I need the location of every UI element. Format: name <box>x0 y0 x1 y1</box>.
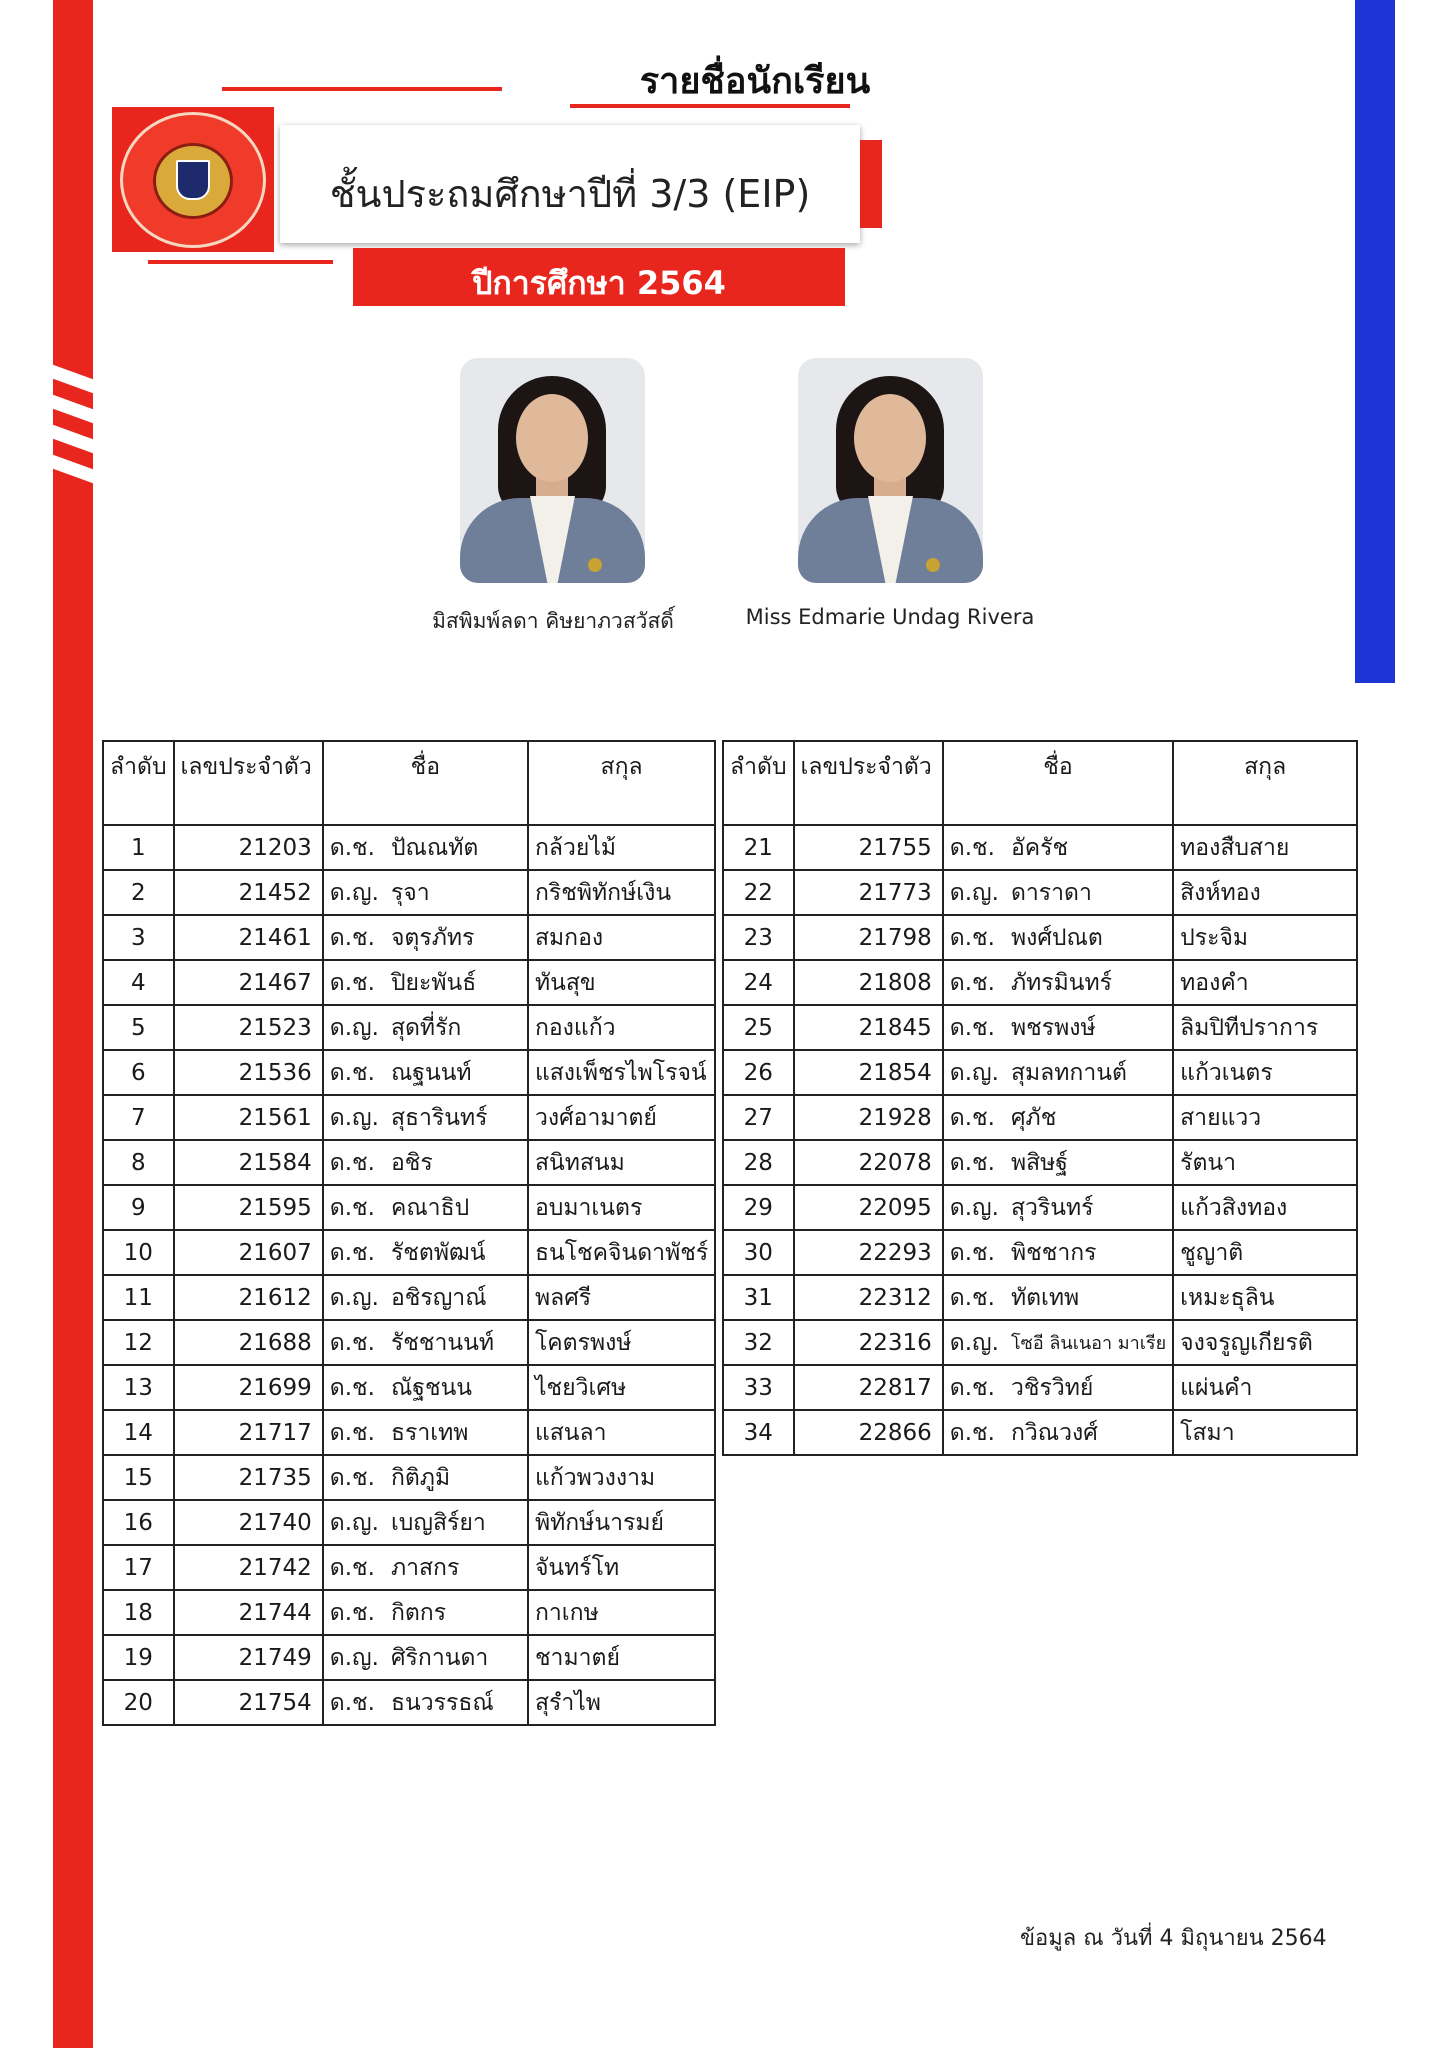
header-no: ลำดับ <box>723 741 794 825</box>
table-row <box>723 1410 1357 1455</box>
student-prefix: ด.ญ. <box>943 870 1005 915</box>
student-id: 21808 <box>794 960 943 1005</box>
table-row <box>723 1050 1357 1095</box>
student-first-name: ภัทรมินทร์ <box>1005 960 1173 1005</box>
student-last-name: ทันสุข <box>528 960 715 1005</box>
student-id: 22095 <box>794 1185 943 1230</box>
table-row <box>103 1635 715 1680</box>
student-number: 10 <box>103 1230 174 1275</box>
student-number: 22 <box>723 870 794 915</box>
student-last-name: ทองคำ <box>1173 960 1357 1005</box>
student-last-name: เหมะธุลิน <box>1173 1275 1357 1320</box>
student-prefix: ด.ช. <box>323 960 385 1005</box>
student-last-name: กริชพิทักษ์เงิน <box>528 870 715 915</box>
student-first-name: พิชชากร <box>1005 1230 1173 1275</box>
table-row <box>103 1320 715 1365</box>
student-first-name: พสิษฐ์ <box>1005 1140 1173 1185</box>
student-number: 29 <box>723 1185 794 1230</box>
student-id: 22316 <box>794 1320 943 1365</box>
student-number: 19 <box>103 1635 174 1680</box>
table-row <box>723 960 1357 1005</box>
table-row <box>723 1230 1357 1275</box>
table-row <box>723 1275 1357 1320</box>
student-number: 16 <box>103 1500 174 1545</box>
student-id: 21595 <box>174 1185 323 1230</box>
student-number: 23 <box>723 915 794 960</box>
academic-year: ปีการศึกษา 2564 <box>472 264 726 302</box>
student-first-name: วชิรวิทย์ <box>1005 1365 1173 1410</box>
student-last-name: สุรำไพ <box>528 1680 715 1725</box>
student-number: 27 <box>723 1095 794 1140</box>
student-number: 26 <box>723 1050 794 1095</box>
student-first-name: จตุรภัทร <box>385 915 528 960</box>
student-first-name: สุดที่รัก <box>385 1005 528 1050</box>
student-prefix: ด.ช. <box>323 1410 385 1455</box>
student-prefix: ด.ช. <box>323 1680 385 1725</box>
student-last-name: แก้วพวงงาม <box>528 1455 715 1500</box>
student-last-name: ชูญาติ <box>1173 1230 1357 1275</box>
student-prefix: ด.ช. <box>323 915 385 960</box>
student-id: 22293 <box>794 1230 943 1275</box>
student-prefix: ด.ญ. <box>323 1005 385 1050</box>
student-first-name: ธนวรรธณ์ <box>385 1680 528 1725</box>
logo-emblem-icon <box>120 112 266 248</box>
student-prefix: ด.ญ. <box>323 1635 385 1680</box>
student-id: 21561 <box>174 1095 323 1140</box>
left-red-bar <box>53 0 93 2048</box>
table-row <box>723 1320 1357 1365</box>
table-row <box>103 825 715 870</box>
student-first-name: ศุภัช <box>1005 1095 1173 1140</box>
student-prefix: ด.ช. <box>943 1230 1005 1275</box>
class-name-box <box>280 125 860 243</box>
student-last-name: สมกอง <box>528 915 715 960</box>
teacher-photo-1 <box>460 358 645 583</box>
header-no: ลำดับ <box>103 741 174 825</box>
student-number: 24 <box>723 960 794 1005</box>
student-last-name: สิงห์ทอง <box>1173 870 1357 915</box>
table-row <box>103 1500 715 1545</box>
student-id: 21523 <box>174 1005 323 1050</box>
student-first-name: ทัตเทพ <box>1005 1275 1173 1320</box>
student-id: 21740 <box>174 1500 323 1545</box>
table-row <box>103 1185 715 1230</box>
student-prefix: ด.ญ. <box>323 1500 385 1545</box>
student-prefix: ด.ช. <box>323 1185 385 1230</box>
page-title: รายชื่อนักเรียน <box>639 61 871 102</box>
student-prefix: ด.ช. <box>323 1365 385 1410</box>
student-prefix: ด.ช. <box>323 1230 385 1275</box>
table-row <box>103 1410 715 1455</box>
student-prefix: ด.ช. <box>323 1455 385 1500</box>
student-first-name: พชรพงษ์ <box>1005 1005 1173 1050</box>
shield-icon <box>176 160 210 200</box>
student-id: 21749 <box>174 1635 323 1680</box>
student-id: 21536 <box>174 1050 323 1095</box>
table-row <box>723 825 1357 870</box>
table-row <box>723 1095 1357 1140</box>
header-first-name: ชื่อ <box>943 741 1173 825</box>
header-first-name: ชื่อ <box>323 741 528 825</box>
student-prefix: ด.ช. <box>943 1140 1005 1185</box>
student-prefix: ด.ช. <box>323 1590 385 1635</box>
student-number: 5 <box>103 1005 174 1050</box>
divider-line <box>570 104 850 108</box>
student-first-name: รัชชานนท์ <box>385 1320 528 1365</box>
table-row <box>103 1095 715 1140</box>
table-row <box>103 1050 715 1095</box>
table-row <box>723 1005 1357 1050</box>
student-first-name: ภาสกร <box>385 1545 528 1590</box>
student-prefix: ด.ช. <box>323 1545 385 1590</box>
divider-line <box>148 260 333 264</box>
student-last-name: พิทักษ์นารมย์ <box>528 1500 715 1545</box>
header-last-name: สกุล <box>1173 741 1357 825</box>
student-id: 21742 <box>174 1545 323 1590</box>
table-header-row <box>723 741 1357 825</box>
student-prefix: ด.ญ. <box>323 870 385 915</box>
student-id: 21854 <box>794 1050 943 1095</box>
student-last-name: กาเกษ <box>528 1590 715 1635</box>
student-id: 21203 <box>174 825 323 870</box>
student-last-name: กองแก้ว <box>528 1005 715 1050</box>
student-id: 21461 <box>174 915 323 960</box>
header-id: เลขประจำตัว <box>174 741 323 825</box>
student-first-name: สุวรินทร์ <box>1005 1185 1173 1230</box>
student-number: 12 <box>103 1320 174 1365</box>
student-last-name: แสนลา <box>528 1410 715 1455</box>
student-first-name: ธราเทพ <box>385 1410 528 1455</box>
student-prefix: ด.ช. <box>943 825 1005 870</box>
table-row <box>103 1140 715 1185</box>
student-first-name: เบญสิร์ยา <box>385 1500 528 1545</box>
student-prefix: ด.ช. <box>943 1410 1005 1455</box>
student-id: 21928 <box>794 1095 943 1140</box>
student-id: 22866 <box>794 1410 943 1455</box>
student-prefix: ด.ช. <box>323 1320 385 1365</box>
student-id: 21744 <box>174 1590 323 1635</box>
student-prefix: ด.ช. <box>323 1050 385 1095</box>
table-row <box>723 870 1357 915</box>
student-first-name: อชิร <box>385 1140 528 1185</box>
student-prefix: ด.ช. <box>323 825 385 870</box>
student-last-name: จงจรูญเกียรติ <box>1173 1320 1357 1365</box>
student-prefix: ด.ญ. <box>943 1185 1005 1230</box>
student-number: 1 <box>103 825 174 870</box>
student-number: 32 <box>723 1320 794 1365</box>
student-last-name: ชามาตย์ <box>528 1635 715 1680</box>
right-blue-bar <box>1355 0 1395 683</box>
divider-line <box>222 87 502 91</box>
student-first-name: รัชตพัฒน์ <box>385 1230 528 1275</box>
student-prefix: ด.ญ. <box>943 1320 1005 1365</box>
student-first-name: กิติภูมิ <box>385 1455 528 1500</box>
student-prefix: ด.ช. <box>323 1140 385 1185</box>
table-row <box>103 915 715 960</box>
class-name: ชั้นประถมศึกษาปีที่ 3/3 (EIP) <box>329 172 811 216</box>
student-number: 8 <box>103 1140 174 1185</box>
student-last-name: โสมา <box>1173 1410 1357 1455</box>
student-id: 21717 <box>174 1410 323 1455</box>
student-number: 6 <box>103 1050 174 1095</box>
student-prefix: ด.ช. <box>943 960 1005 1005</box>
student-first-name: ณัฐชนน <box>385 1365 528 1410</box>
student-prefix: ด.ช. <box>943 1095 1005 1140</box>
student-id: 21754 <box>174 1680 323 1725</box>
table-row <box>103 1275 715 1320</box>
student-last-name: ลิมปิทีปราการ <box>1173 1005 1357 1050</box>
student-number: 11 <box>103 1275 174 1320</box>
student-last-name: ไชยวิเศษ <box>528 1365 715 1410</box>
student-number: 2 <box>103 870 174 915</box>
student-id: 21688 <box>174 1320 323 1365</box>
student-first-name: กวิณวงศ์ <box>1005 1410 1173 1455</box>
student-number: 14 <box>103 1410 174 1455</box>
table-row <box>103 1365 715 1410</box>
student-first-name: ดาราดา <box>1005 870 1173 915</box>
student-last-name: แก้วสิงทอง <box>1173 1185 1357 1230</box>
student-last-name: กล้วยไม้ <box>528 825 715 870</box>
student-prefix: ด.ช. <box>943 1365 1005 1410</box>
table-header-row <box>103 741 715 825</box>
student-id: 21699 <box>174 1365 323 1410</box>
student-last-name: พลศรี <box>528 1275 715 1320</box>
student-first-name: ศิริกานดา <box>385 1635 528 1680</box>
student-number: 18 <box>103 1590 174 1635</box>
student-number: 17 <box>103 1545 174 1590</box>
header-id: เลขประจำตัว <box>794 741 943 825</box>
student-id: 21467 <box>174 960 323 1005</box>
table-row <box>723 1185 1357 1230</box>
table-row <box>103 1680 715 1725</box>
academic-year-banner <box>353 248 845 306</box>
student-id: 22312 <box>794 1275 943 1320</box>
student-number: 4 <box>103 960 174 1005</box>
school-logo <box>112 107 274 252</box>
student-first-name: คณาธิป <box>385 1185 528 1230</box>
student-id: 21735 <box>174 1455 323 1500</box>
student-first-name: กิตกร <box>385 1590 528 1635</box>
student-last-name: สายแวว <box>1173 1095 1357 1140</box>
student-last-name: แผ่นคำ <box>1173 1365 1357 1410</box>
table-row <box>103 1590 715 1635</box>
student-id: 21584 <box>174 1140 323 1185</box>
student-last-name: ทองสืบสาย <box>1173 825 1357 870</box>
student-id: 21755 <box>794 825 943 870</box>
student-last-name: ธนโชคจินดาพัชร์ <box>528 1230 715 1275</box>
table-row <box>723 915 1357 960</box>
student-id: 21607 <box>174 1230 323 1275</box>
student-first-name: รุจา <box>385 870 528 915</box>
student-number: 25 <box>723 1005 794 1050</box>
student-last-name: จันทร์โท <box>528 1545 715 1590</box>
student-last-name: รัตนา <box>1173 1140 1357 1185</box>
student-number: 3 <box>103 915 174 960</box>
table-row <box>723 1140 1357 1185</box>
student-prefix: ด.ญ. <box>323 1275 385 1320</box>
student-first-name: สุมลทกานต์ <box>1005 1050 1173 1095</box>
student-first-name: ณฐนนท์ <box>385 1050 528 1095</box>
student-first-name: ปัณณทัต <box>385 825 528 870</box>
table-row <box>103 870 715 915</box>
student-number: 13 <box>103 1365 174 1410</box>
student-id: 21773 <box>794 870 943 915</box>
student-table-left <box>102 740 716 1726</box>
student-number: 9 <box>103 1185 174 1230</box>
student-first-name: อัครัช <box>1005 825 1173 870</box>
student-first-name: อชิรญาณ์ <box>385 1275 528 1320</box>
student-prefix: ด.ญ. <box>323 1095 385 1140</box>
student-last-name: แก้วเนตร <box>1173 1050 1357 1095</box>
student-last-name: วงศ์อามาตย์ <box>528 1095 715 1140</box>
student-last-name: สนิทสนม <box>528 1140 715 1185</box>
student-prefix: ด.ช. <box>943 1275 1005 1320</box>
teacher-name-2: Miss Edmarie Undag Rivera <box>745 605 1035 629</box>
student-number: 31 <box>723 1275 794 1320</box>
class-box-accent <box>860 140 882 228</box>
student-table-right <box>722 740 1358 1456</box>
table-row <box>103 1005 715 1050</box>
student-last-name: โคตรพงษ์ <box>528 1320 715 1365</box>
student-prefix: ด.ญ. <box>943 1050 1005 1095</box>
student-first-name: พงศ์ปณต <box>1005 915 1173 960</box>
student-number: 34 <box>723 1410 794 1455</box>
student-first-name: โซอี ลินเนอา มาเรีย <box>1005 1320 1173 1365</box>
student-id: 21845 <box>794 1005 943 1050</box>
student-number: 28 <box>723 1140 794 1185</box>
student-id: 21612 <box>174 1275 323 1320</box>
table-row <box>103 1230 715 1275</box>
student-last-name: แสงเพ็ชรไพโรจน์ <box>528 1050 715 1095</box>
student-id: 22078 <box>794 1140 943 1185</box>
data-date-note: ข้อมูล ณ วันที่ 4 มิถุนายน 2564 <box>1020 1926 1327 1951</box>
header-last-name: สกุล <box>528 741 715 825</box>
table-row <box>103 960 715 1005</box>
student-number: 7 <box>103 1095 174 1140</box>
student-last-name: ประจิม <box>1173 915 1357 960</box>
student-first-name: ปิยะพันธ์ <box>385 960 528 1005</box>
student-last-name: อบมาเนตร <box>528 1185 715 1230</box>
student-number: 15 <box>103 1455 174 1500</box>
student-prefix: ด.ช. <box>943 915 1005 960</box>
table-row <box>103 1455 715 1500</box>
table-row <box>723 1365 1357 1410</box>
teacher-name-1: มิสพิมพ์ลดา คิษยาภวสวัสดิ์ <box>432 609 674 633</box>
student-number: 20 <box>103 1680 174 1725</box>
student-prefix: ด.ช. <box>943 1005 1005 1050</box>
table-row <box>103 1545 715 1590</box>
student-number: 21 <box>723 825 794 870</box>
student-id: 22817 <box>794 1365 943 1410</box>
student-first-name: สุธารินทร์ <box>385 1095 528 1140</box>
student-id: 21798 <box>794 915 943 960</box>
student-number: 30 <box>723 1230 794 1275</box>
student-number: 33 <box>723 1365 794 1410</box>
student-id: 21452 <box>174 870 323 915</box>
teacher-photo-2 <box>798 358 983 583</box>
